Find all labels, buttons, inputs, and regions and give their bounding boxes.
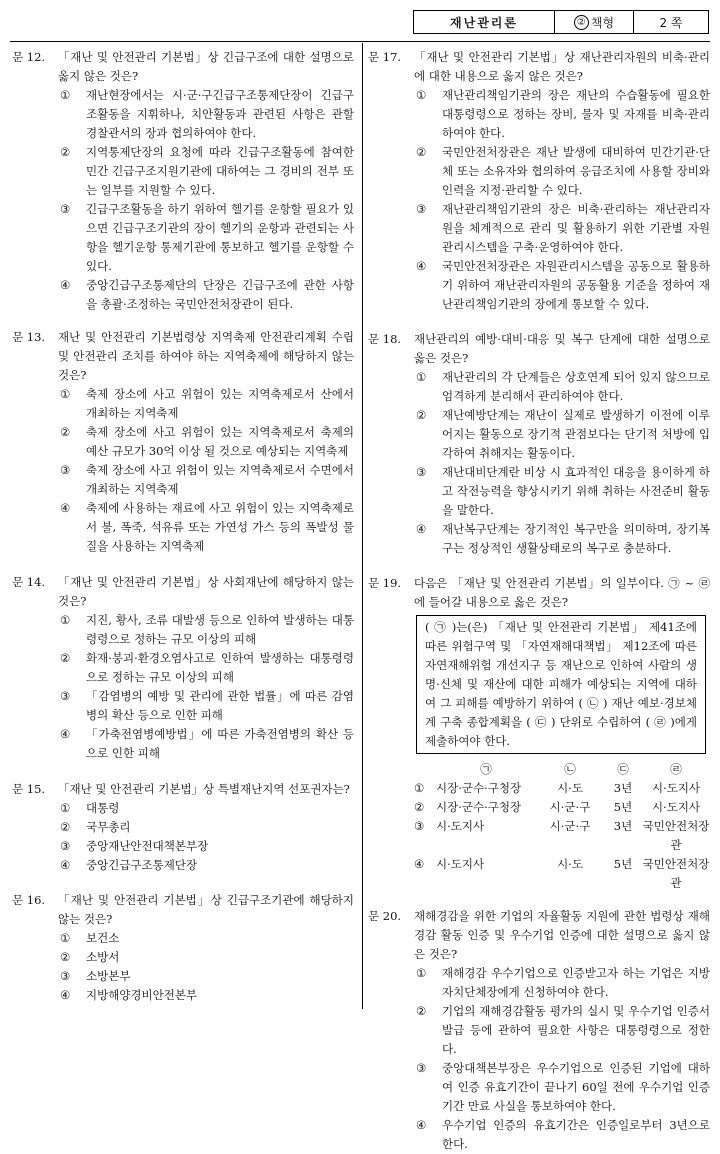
option-text: 국민안전처장관은 재난 발생에 대비하여 민간기관·단체 또는 소유자와 협의하여 응급조치에 사용할 장비와 인력을 지정·관리할 수 있다. <box>442 145 710 197</box>
option-label: ② <box>416 1004 427 1018</box>
question-15 <box>12 780 354 875</box>
option-label: ① <box>60 387 71 401</box>
question-number: 문 17. <box>368 50 402 64</box>
right-column <box>368 48 710 1154</box>
question-18 <box>368 330 710 558</box>
exam-header <box>413 10 709 34</box>
table-cell: 시·도지사 <box>651 800 701 814</box>
option <box>58 86 354 143</box>
option-text: 「가축전염병예방법」에 따른 가축전염병의 확산 등으로 인한 피해 <box>86 727 354 760</box>
option-label: ④ <box>60 858 71 872</box>
header-rule <box>10 41 710 42</box>
table-header-blank <box>414 760 436 779</box>
option-label: ④ <box>414 857 425 871</box>
table-row <box>414 817 710 855</box>
option-label: ① <box>60 613 71 627</box>
question-stem: 「재난 및 안전관리 기본법」상 재난관리자원의 비축·관리에 대한 내용으로 옳지 않은 것은? <box>414 50 710 83</box>
option <box>414 368 710 406</box>
option-text: 우수기업 인증의 유효기간은 인증일로부터 3년으로 한다. <box>442 1118 710 1151</box>
option <box>58 725 354 763</box>
table-cell: 시장·군수·구청장 <box>436 800 522 814</box>
table-cell: 시·도지사 <box>436 857 485 871</box>
option-list <box>414 86 710 314</box>
option <box>414 257 710 314</box>
question-20 <box>368 907 710 1154</box>
option <box>58 687 354 725</box>
table-row <box>414 779 710 798</box>
table-cell: 시·도 <box>557 857 583 871</box>
option-text: 재난관리책임기관의 장은 재난의 수습활동에 필요한 대통령령으로 정하는 장비, 물자 및 자재를 비축·관리하여야 한다. <box>442 88 710 140</box>
option <box>414 964 710 1002</box>
option-label: ② <box>414 800 425 814</box>
option-label: ② <box>60 950 71 964</box>
table-row <box>414 855 710 893</box>
option-label: ③ <box>414 819 425 833</box>
option-text: 축제 장소에 사고 위험이 있는 지역축제로서 축제의 예산 규모가 30억 이상 될 것으로 예상되는 지역축제 <box>86 425 354 458</box>
option-text: 화재·붕괴·환경오염사고로 인하여 발생하는 대통령령으로 정하는 규모 이상의 피해 <box>86 651 354 684</box>
option <box>58 799 354 818</box>
question-number: 문 20. <box>368 909 402 923</box>
option-text: 재난현장에서는 시·군·구긴급구조통제단장이 긴급구조활동을 지휘하나, 치안활동과 관련된 사항은 관할 경찰관서의 장과 협의하여야 한다. <box>86 88 354 140</box>
option <box>58 276 354 314</box>
option <box>58 837 354 856</box>
table-cell: 국민안전처장관 <box>642 819 710 852</box>
option-label: ④ <box>416 259 427 273</box>
option-label: ② <box>60 820 71 834</box>
left-column <box>12 48 354 1005</box>
question-stem: 「재난 및 안전관리 기본법」상 긴급구조에 대한 설명으로 옳지 않은 것은? <box>58 50 354 83</box>
answer-table-header <box>414 760 710 779</box>
table-cell: 시·군·구 <box>549 819 591 833</box>
table-cell: 시·도 <box>557 781 583 795</box>
option-label: ① <box>60 88 71 102</box>
option-text: 축제 장소에 사고 위험이 있는 지역축제로서 수면에서 개최하는 지역축제 <box>86 463 354 496</box>
option-label: ④ <box>60 278 71 292</box>
booklet-type-label: 책형 <box>590 15 615 30</box>
question-number: 문 14. <box>12 575 46 589</box>
option-label: ④ <box>60 501 71 515</box>
subject-title: 재난관리론 <box>450 15 518 30</box>
table-cell: 3년 <box>613 819 633 833</box>
table-cell: 5년 <box>613 800 633 814</box>
option-list <box>414 368 710 558</box>
option-text: 「감염병의 예방 및 관리에 관한 법률」에 따른 감염병의 확산 등으로 인한 피해 <box>86 689 354 722</box>
option-text: 재난관리책임기관의 장은 비축·관리하는 재난관리자원을 체계적으로 관리 및 활용하기 위한 기관별 자원관리시스템을 구축·운영하여야 한다. <box>442 202 710 254</box>
option-text: 재난예방단계는 재난이 실제로 발생하기 이전에 이루어지는 활동으로 장기적 관점보다는 단기적 처방에 입각하여 취해지는 활동이다. <box>442 408 710 460</box>
option-label: ③ <box>60 689 71 703</box>
option-label: ① <box>414 781 425 795</box>
option-list <box>58 86 354 314</box>
option-label: ③ <box>60 839 71 853</box>
option-list <box>414 964 710 1154</box>
option-text: 국무총리 <box>86 820 131 834</box>
option <box>58 929 354 948</box>
option-label: ④ <box>416 1118 427 1132</box>
option <box>58 818 354 837</box>
option-label: ① <box>60 931 71 945</box>
option-text: 축제 장소에 사고 위험이 있는 지역축제로서 산에서 개최하는 지역축제 <box>86 387 354 420</box>
option-text: 대통령 <box>86 801 120 815</box>
option-text: 중앙대책본부장은 우수기업으로 인증된 기업에 대하여 인증 유효기간이 끝나기 60일 전에 우수기업 인증기간 만료 사실을 통보하여야 한다. <box>442 1061 710 1113</box>
option <box>58 986 354 1005</box>
option <box>58 200 354 276</box>
option <box>414 463 710 520</box>
option-text: 재난복구단계는 장기적인 복구만을 의미하며, 장기복구는 정상적인 생활상태로의 복구로 충분하다. <box>442 522 710 555</box>
option <box>414 200 710 257</box>
option-text: 재해경감 우수기업으로 인증받고자 하는 기업은 지방자치단체장에게 신청하여야 한다. <box>442 966 710 999</box>
booklet-type <box>554 11 633 33</box>
option <box>58 499 354 556</box>
option-label: ④ <box>60 727 71 741</box>
option-text: 긴급구조활동을 하기 위하여 헬기를 운항할 필요가 있으면 긴급구조기관의 장이 헬기의 운항과 관련되는 사항을 헬기운항 통제기관에 통보하고 헬기를 운항할 수 있다. <box>86 202 354 273</box>
option-text: 재난대비단계란 비상 시 효과적인 대응을 용이하게 하고 작전능력을 향상시키기 위해 취하는 사전준비 활동을 말한다. <box>442 465 710 517</box>
option <box>414 143 710 200</box>
option-text: 중앙재난안전대책본부장 <box>86 839 209 853</box>
option-text: 보건소 <box>86 931 120 945</box>
option <box>58 967 354 986</box>
option <box>414 520 710 558</box>
option <box>58 385 354 423</box>
option <box>414 1059 710 1116</box>
question-number: 문 15. <box>12 782 46 796</box>
option-text: 지방해양경비안전본부 <box>86 988 198 1002</box>
option <box>58 948 354 967</box>
table-row <box>414 798 710 817</box>
option-label: ① <box>416 370 427 384</box>
question-13 <box>12 328 354 556</box>
option-text: 지역통제단장의 요청에 따라 긴급구조활동에 참여한 민간 긴급구조지원기관에 대하여는 그 경비의 전부 또는 일부를 지원할 수 있다. <box>86 145 354 197</box>
statute-excerpt-box: ( ㉠ )는(은) 「재난 및 안전관리 기본법」 제41조에 따른 위험구역 및 「자연재해대책법」 제12조에 따른 자연재해위험 개선지구 등 재난으로 인하여 사람의 생명·신체 및 재산에 대한 피해가 예상되는 지역에 대하여 그 피해를 예방하기 위하여 ( ㉡ ) 재난 예보·경보체계 구축 종합계획을 ( ㉢ ) 단위로 수립하여 ( ㉣ )에게 제출하여야 한다. <box>416 615 706 754</box>
table-cell: 3년 <box>613 781 633 795</box>
table-cell: 국민안전처장관 <box>642 857 710 890</box>
page-number: 2 쪽 <box>633 11 708 33</box>
option-text: 축제에 사용하는 재료에 사고 위험이 있는 지역축제로서 불, 폭죽, 석유류 또는 가연성 가스 등의 폭발성 물질을 사용하는 지역축제 <box>86 501 354 553</box>
table-header-cell: ㉠ <box>480 762 492 776</box>
question-stem: 재난관리의 예방·대비·대응 및 복구 단계에 대한 설명으로 옳은 것은? <box>414 332 710 365</box>
answer-table <box>414 760 710 893</box>
option-text: 소방본부 <box>86 969 131 983</box>
question-number: 문 18. <box>368 332 402 346</box>
table-header-cell: ㉡ <box>564 762 576 776</box>
question-stem: 「재난 및 안전관리 기본법」상 긴급구조기관에 해당하지 않는 것은? <box>58 893 354 926</box>
column-divider <box>362 43 363 1009</box>
option-text: 국민안전처장관은 자원관리시스템을 공동으로 활용하기 위하여 재난관리자원의 공동활용 기준을 정하여 재난관리책임기관의 장에게 통보할 수 있다. <box>442 259 710 311</box>
option-label: ④ <box>60 988 71 1002</box>
question-17 <box>368 48 710 314</box>
option-label: ② <box>60 651 71 665</box>
option-label: ① <box>416 88 427 102</box>
option-list <box>58 799 354 875</box>
table-cell: 시·도지사 <box>436 819 485 833</box>
option-list <box>58 611 354 763</box>
option <box>58 423 354 461</box>
table-header-cell: ㉢ <box>617 762 629 776</box>
question-stem: 재해경감을 위한 기업의 자율활동 지원에 관한 법령상 재해경감 활동 인증 및 우수기업 인증에 대한 설명으로 옳지 않은 것은? <box>414 909 710 961</box>
option <box>414 86 710 143</box>
option-text: 중앙긴급구조통제단의 단장은 긴급구조에 관한 사항을 총괄·조정하는 국민안전처장관이 된다. <box>86 278 354 311</box>
question-stem: 재난 및 안전관리 기본법령상 지역축제 안전관리계획 수립 및 안전관리 조치를 하여야 하는 지역축제에 해당하지 않는 것은? <box>58 330 354 382</box>
question-16 <box>12 891 354 1005</box>
table-header-cell: ㉣ <box>670 762 682 776</box>
option <box>58 856 354 875</box>
table-cell: 시·군·구 <box>549 800 591 814</box>
question-12 <box>12 48 354 314</box>
option-label: ④ <box>416 522 427 536</box>
question-14 <box>12 573 354 763</box>
option-label: ③ <box>416 465 427 479</box>
option-label: ② <box>60 145 71 159</box>
question-number: 문 19. <box>368 576 402 590</box>
question-number: 문 13. <box>12 330 46 344</box>
option-label: ② <box>60 425 71 439</box>
option-label: ③ <box>416 1061 427 1075</box>
option <box>58 649 354 687</box>
question-stem: 「재난 및 안전관리 기본법」상 특별재난지역 선포권자는? <box>58 782 350 796</box>
option-label: ① <box>60 801 71 815</box>
option-label: ② <box>416 145 427 159</box>
table-cell: 시장·군수·구청장 <box>436 781 522 795</box>
option-text: 중앙긴급구조통제단장 <box>86 858 198 872</box>
option <box>58 143 354 200</box>
option-text: 재난관리의 각 단계들은 상호연계 되어 있지 않으므로 엄격하게 분리해서 관리하여야 한다. <box>442 370 710 403</box>
option-list <box>58 929 354 1005</box>
question-19 <box>368 574 710 893</box>
question-stem: 「재난 및 안전관리 기본법」상 사회재난에 해당하지 않는 것은? <box>58 575 354 608</box>
option-label: ③ <box>416 202 427 216</box>
table-cell: 5년 <box>613 857 633 871</box>
option-label: ① <box>416 966 427 980</box>
option <box>58 461 354 499</box>
option-text: 소방서 <box>86 950 120 964</box>
question-stem: 다음은 「재난 및 안전관리 기본법」의 일부이다. ㉠ ~ ㉣에 들어갈 내용으로 옳은 것은? <box>414 576 710 609</box>
question-number: 문 16. <box>12 893 46 907</box>
option <box>414 1002 710 1059</box>
option <box>58 611 354 649</box>
option <box>414 1116 710 1154</box>
table-cell: 시·도지사 <box>651 781 701 795</box>
booklet-type-mark: ② <box>574 15 589 30</box>
option-text: 지진, 황사, 조류 대발생 등으로 인하여 발생하는 대통령령으로 정하는 규모 이상의 피해 <box>86 613 354 646</box>
option-label: ③ <box>60 463 71 477</box>
option-text: 기업의 재해경감활동 평가의 실시 및 우수기업 인증서 발급 등에 관하여 필요한 사항은 대통령령으로 정한다. <box>442 1004 710 1056</box>
option-list <box>58 385 354 556</box>
question-number: 문 12. <box>12 50 46 64</box>
option-label: ③ <box>60 202 71 216</box>
option-label: ② <box>416 408 427 422</box>
option-label: ③ <box>60 969 71 983</box>
option <box>414 406 710 463</box>
